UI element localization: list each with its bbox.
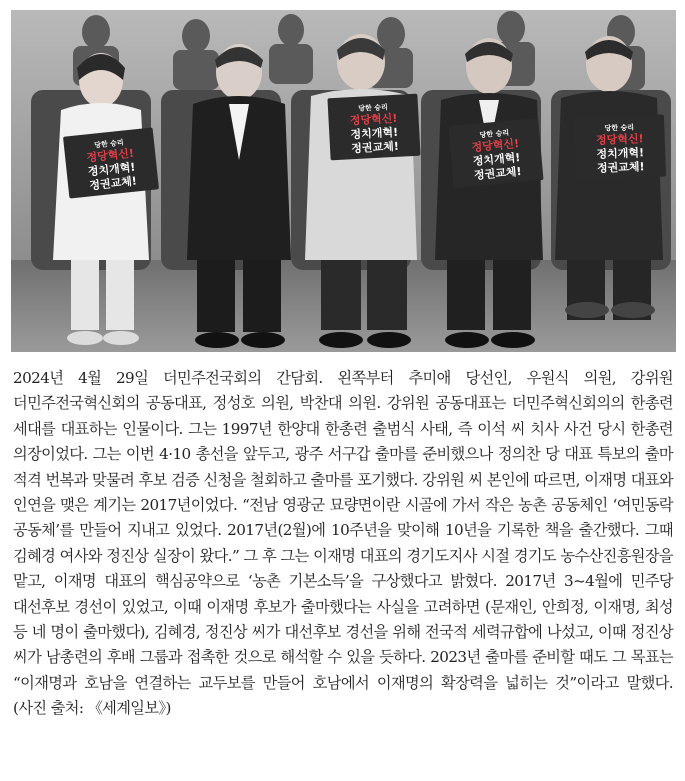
sign-text: 정권교체! [350, 139, 400, 156]
sign-text: 정치개혁! [472, 150, 521, 169]
sign-text: 정치개혁! [596, 146, 645, 161]
sign-text: 당한 승리 [604, 123, 635, 133]
protest-sign [63, 127, 159, 198]
sign-text: 정치개혁! [87, 160, 136, 179]
sign-text: 정치개혁! [350, 125, 399, 142]
protest-sign [327, 94, 420, 161]
sign-text: 당한 승리 [358, 103, 388, 113]
sign-text: 정권교체! [473, 164, 523, 182]
sign-text: 정당혁신! [85, 146, 135, 165]
protest-sign [448, 118, 543, 188]
sign-text: 정당혁신! [471, 136, 520, 155]
sign-text: 정권교체! [596, 160, 645, 175]
news-photo [11, 10, 676, 352]
photo-scene [11, 10, 676, 352]
sign-text: 정권교체! [88, 174, 138, 193]
sign-text: 당한 승리 [479, 128, 510, 140]
sign-text: 당한 승리 [93, 138, 125, 150]
sign-text: 정당혁신! [349, 111, 398, 128]
protest-sign [574, 114, 666, 179]
sign-text: 정당혁신! [595, 132, 644, 147]
photo-caption: 2024년 4월 29일 더민주전국회의 간담회. 왼쪽부터 추미애 당선인, 우원식 의원, 강위원 더민주전국혁신회의 공동대표, 정성호 의원, 박찬대 의원. 강위원 공동대표는 더민주혁신회의의 한총련 세대를 대표하는 인물이다. 그는 1997년 한양대 한총련 출범식 사태, 즉 이석 씨 치사 사건 당시 한총련 의장이었다. 그는 이번 4·10 총선을 앞두고, 광주 서구갑 출마를 준비했으나 정의찬 당 대표 특보의 출마 적격 번복과 맞물려 후보 검증 신청을 철회하고 출마를 포기했다. 강위원 씨 본인에 따르면, 이재명 대표와 인연을 맺은 계기는 2017년이었다. “전남 영광군 묘량면이란 시골에 가서 작은 농촌 공동체인 ‘여민동락 공동체’를 만들어 지내고 있었다. 2017년(2월)에 10주년을 맞이해 10년을 기록한 책을 출간했다. 그때 김혜경 여사와 정진상 실장이 왔다.” 그 후 그는 이재명 대표의 경기도지사 시절 경기도 농수산진흥원장을 맡고, 이재명 대표의 핵심공약으로 ‘농촌 기본소득’을 구상했다고 밝혔다. 2017년 3~4월에 민주당 대선후보 경선이 있었고, 이때 이재명 후보가 출마했다는 사실을 고려하면 (문재인, 안희정, 이재명, 최성 등 네 명이 출마했다), 김혜경, 정진상 씨가 대선후보 경선을 위해 전국적 세력규합에 나섰고, 이때 정진상 씨가 남총련의 후배 그룹과 접촉한 것으로 해석할 수 있을 듯하다. 2023년 출마를 준비할 때도 그 목표는 “이재명과 호남을 연결하는 교두보를 만들어 호남에서 이재명의 확장력을 넓히는 것”이라고 말했다. (사진 출처: 《세계일보》) [13, 369, 673, 718]
